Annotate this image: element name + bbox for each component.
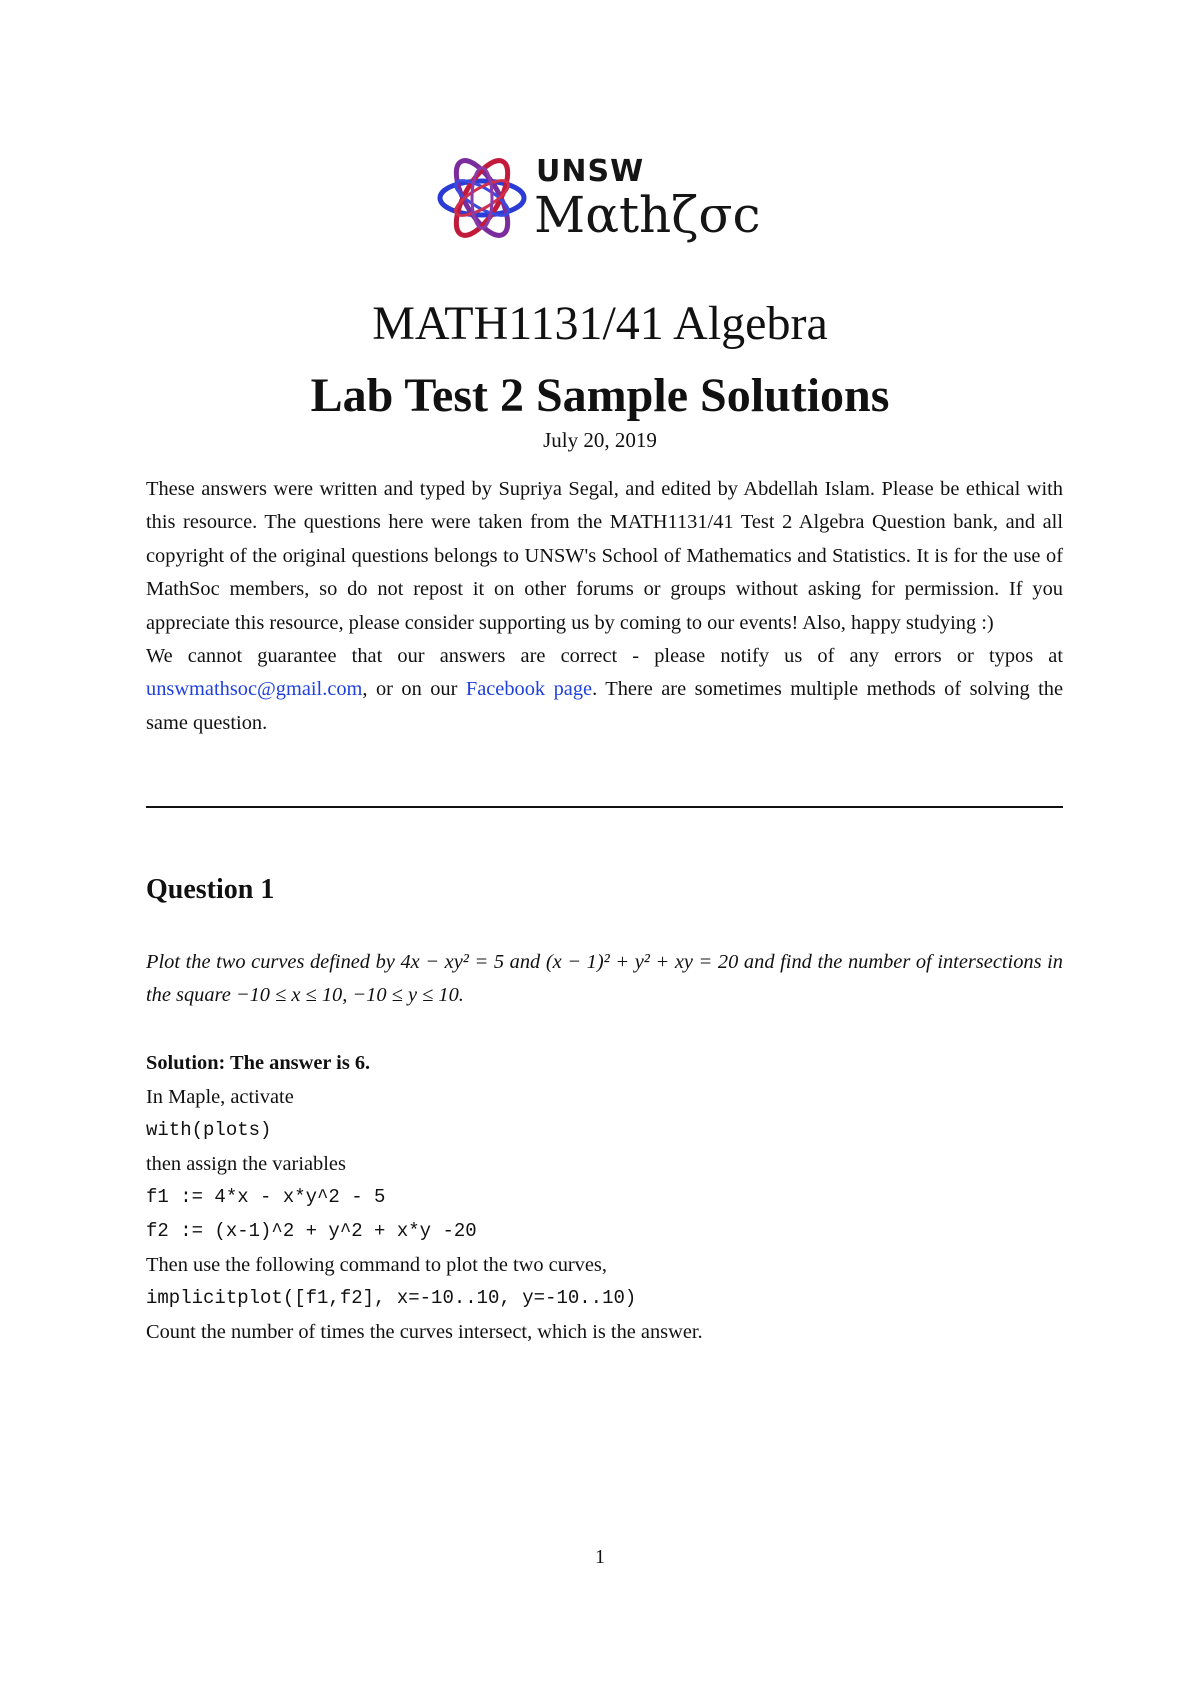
- intro-paragraph-1: These answers were written and typed by Supriya Segal, and edited by Abdellah Islam. Please be ethical with this resource. The questions here were taken from the MATH1131/41 Test 2 Algebra Question bank, and all copyright of the original questions belongs to UNSW's School of Mathematics and Statistics. It is for the use of MathSoc members, so do not repost it on other forums or groups without asking for permission. If you appreciate this resource, please consider supporting us by coming to our events! Also, happy studying :): [146, 478, 1063, 634]
- section-divider: [146, 806, 1063, 808]
- mathsoc-logo: [432, 148, 772, 258]
- solution-line: Then use the following command to plot the two curves,: [146, 1253, 607, 1276]
- intro-p2-end: . There are sometimes multiple methods of solving the same question.: [146, 678, 1063, 734]
- logo-unsw-text: UNSW: [536, 154, 645, 189]
- facebook-link[interactable]: Facebook page: [465, 678, 593, 701]
- solution-line: In Maple, activate: [146, 1085, 294, 1108]
- solution-label: Solution: The answer is 6.: [146, 1052, 371, 1074]
- solution-code-line: f1 := 4*x - x*y^2 - 5: [146, 1186, 386, 1209]
- email-link[interactable]: unswmathsoc@gmail.com: [146, 678, 363, 701]
- solution-code-line: with(plots): [146, 1119, 272, 1142]
- solution-code-line: implicitplot([f1,f2], x=-10..10, y=-10..10): [146, 1287, 637, 1310]
- title-document: Lab Test 2 Sample Solutions: [310, 369, 890, 422]
- intro-p2-start: We cannot guarantee that our answers are correct - please notify us of any errors or typos at: [146, 645, 1063, 668]
- solution-line: then assign the variables: [146, 1152, 346, 1175]
- intro-text: [146, 473, 1063, 740]
- flower-knot-icon: [432, 148, 532, 248]
- solution-code-line: f2 := (x-1)^2 + y^2 + x*y -20: [146, 1219, 477, 1242]
- question-1-solution: [146, 1047, 1063, 1349]
- intro-paragraph-2: [146, 640, 1063, 740]
- solution-line: Count the number of times the curves intersect, which is the answer.: [146, 1320, 703, 1343]
- document-date: July 20, 2019: [543, 428, 657, 452]
- title-course: MATH1131/41 Algebra: [372, 297, 828, 350]
- page-number: 1: [595, 1546, 605, 1568]
- intro-p2-mid: , or on our: [362, 678, 458, 701]
- question-1-text: Plot the two curves defined by 4x − xy² = 5 and (x − 1)² + y² + xy = 20 and find the number of intersections in the square −10 ≤ x ≤ 10, −10 ≤ y ≤ 10.: [146, 951, 1063, 1007]
- logo-mathsoc-text: Μαthζσc: [534, 186, 761, 244]
- question-1-heading: Question 1: [146, 874, 275, 905]
